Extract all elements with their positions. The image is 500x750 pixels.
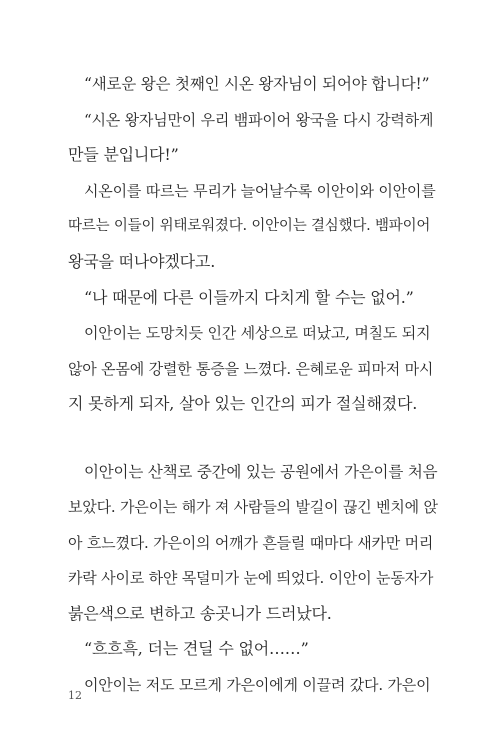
- paragraph-line: 이안이는 산책로 중간에 있는 공원에서 가은이를 처음: [84, 463, 438, 481]
- paragraph-line: 보았다. 가은이는 해가 져 사람들의 발길이 끊긴 벤치에 앉: [68, 498, 438, 516]
- paragraph-line: 지 못하게 되자, 살아 있는 인간의 피가 절실해졌다.: [68, 394, 418, 413]
- paragraph-line: 카락 사이로 하얀 목덜미가 눈에 띄었다. 이안이 눈동자가: [68, 569, 434, 587]
- paragraph-line: 않아 온몸에 강렬한 통증을 느꼈다. 은혜로운 피마저 마시: [68, 360, 434, 378]
- dialogue-line: “시온 왕자님만이 우리 뱀파이어 왕국을 다시 강력하게: [84, 111, 434, 129]
- dialogue-line-continuation: 만들 분입니다!”: [68, 145, 179, 164]
- paragraph-line: 아 흐느꼈다. 가은이의 어깨가 흔들릴 때마다 새카만 머리: [68, 534, 434, 552]
- paragraph-line: 이안이는 도망치듯 인간 세상으로 떠났고, 며칠도 되지: [84, 324, 431, 342]
- paragraph-line: 붉은색으로 변하고 송곳니가 드러났다.: [68, 604, 332, 623]
- paragraph-line: 따르는 이들이 위태로워졌다. 이안이는 결심했다. 뱀파이어: [68, 218, 431, 234]
- paragraph-line: 왕국을 떠나야겠다고.: [68, 252, 216, 271]
- dialogue-line: “나 때문에 다른 이들까지 다치게 할 수는 없어.”: [84, 288, 414, 307]
- paragraph-line: 이안이는 저도 모르게 가은이에게 이끌려 갔다. 가은이: [84, 676, 431, 694]
- dialogue-line: “흐흐흑, 더는 견딜 수 없어……”: [84, 639, 309, 658]
- page-number: 12: [68, 689, 82, 702]
- paragraph-line: 시온이를 따르는 무리가 늘어날수록 이안이와 이안이를: [84, 182, 436, 200]
- dialogue-line: “새로운 왕은 첫째인 시온 왕자님이 되어야 합니다!”: [84, 75, 430, 93]
